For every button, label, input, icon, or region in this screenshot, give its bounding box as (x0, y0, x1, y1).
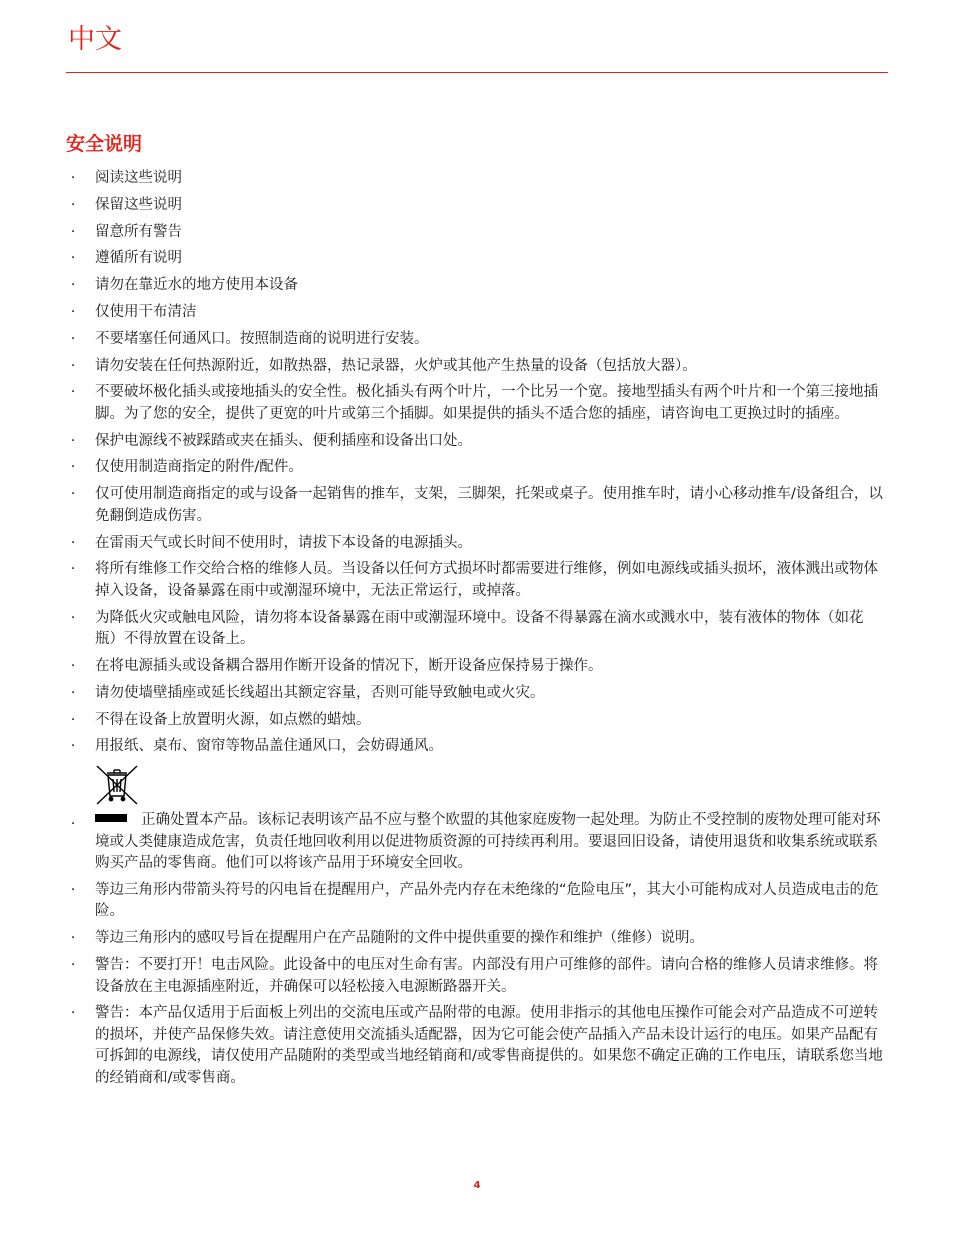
list-item (66, 955, 884, 998)
list-item-text: 仅使用制造商指定的附件/配件。 (95, 459, 303, 476)
bullet-icon: · (70, 330, 76, 347)
list-item (66, 656, 884, 678)
list-item-weee (66, 763, 884, 875)
bullet-icon: · (70, 816, 76, 833)
weee-bar-symbol (95, 814, 127, 822)
bullet-icon: · (70, 534, 76, 551)
list-item (66, 248, 884, 270)
list-item (66, 484, 884, 527)
list-item-text: 不要堵塞任何通风口。按照制造商的说明进行安装。 (95, 330, 429, 347)
header-divider (66, 72, 888, 73)
list-item (66, 302, 884, 324)
bullet-icon: · (70, 432, 76, 449)
list-item (66, 382, 884, 425)
list-item (66, 329, 884, 351)
language-title: 中文 (68, 24, 122, 55)
list-item-text: 在雷雨天气或长时间不使用时，请拔下本设备的电源插头。 (95, 534, 472, 551)
bullet-icon: · (70, 711, 76, 728)
list-item-text: 请勿在靠近水的地方使用本设备 (95, 277, 298, 294)
list-item (66, 356, 884, 378)
list-item (66, 222, 884, 244)
bullet-icon: · (70, 223, 76, 240)
bullet-icon: · (70, 738, 76, 755)
list-item-text: 留意所有警告 (95, 223, 182, 240)
list-item (66, 533, 884, 555)
list-item-text: 保护电源线不被踩踏或夹在插头、便利插座和设备出口处。 (95, 432, 472, 449)
list-item-text: 用报纸、桌布、窗帘等物品盖住通风口，会妨碍通风。 (95, 738, 443, 755)
list-item (66, 736, 884, 758)
list-item-text: 遵循所有说明 (95, 250, 182, 267)
bullet-icon: · (70, 609, 76, 626)
list-item (66, 275, 884, 297)
bullet-icon: · (70, 561, 76, 578)
bullet-icon: · (70, 881, 76, 898)
list-item-text: 在将电源插头或设备耦合器用作断开设备的情况下，断开设备应保持易于操作。 (95, 657, 603, 674)
list-item (66, 683, 884, 705)
list-item (66, 431, 884, 453)
list-item (66, 1003, 884, 1089)
list-item-text: 正确处置本产品。该标记表明该产品不应与整个欧盟的其他家庭废物一起处理。为防止不受控制的废物处理可能对环境或人类健康造成危害，负责任地回收利用以促进物质资源的可持续再利用。要退回旧设备，请使用退货和收集系统或联系购买产品的零售商。他们可以将该产品用于环境安全回收。 (95, 812, 881, 872)
safety-instructions-list (66, 168, 884, 1095)
list-item-text: 将所有维修工作交给合格的维修人员。当设备以任何方式损坏时都需要进行维修，例如电源线或插头损坏，液体溅出或物体掉入设备，设备暴露在雨中或潮湿环境中，无法正常运行，或掉落。 (95, 561, 878, 599)
page-number: 4 (473, 1180, 481, 1191)
section-heading: 安全说明 (66, 133, 143, 155)
list-item-text: 不得在设备上放置明火源，如点燃的蜡烛。 (95, 711, 371, 728)
list-item-text: 请勿使墙壁插座或延长线超出其额定容量，否则可能导致触电或火灾。 (95, 684, 545, 701)
bullet-icon: · (70, 957, 76, 974)
list-item (66, 168, 884, 190)
list-item (66, 710, 884, 732)
list-item (66, 880, 884, 923)
bullet-icon: · (70, 486, 76, 503)
bullet-icon: · (70, 1005, 76, 1022)
list-item (66, 608, 884, 651)
bullet-icon: · (70, 684, 76, 701)
bullet-icon: · (70, 657, 76, 674)
list-item (66, 559, 884, 602)
list-item-text: 为降低火灾或触电风险，请勿将本设备暴露在雨中或潮湿环境中。设备不得暴露在滴水或溅水中，装有液体的物体（如花瓶）不得放置在设备上。 (95, 609, 864, 648)
list-item-text: 仅使用干布清洁 (95, 303, 197, 320)
bullet-icon: · (70, 196, 76, 213)
bullet-icon: · (70, 384, 76, 401)
list-item-text: 警告：本产品仅适用于后面板上列出的交流电压或产品附带的电源。使用非指示的其他电压操作可能会对产品造成不可逆转的损坏，并使产品保修失效。请注意使用交流插头适配器，因为它可能会使产品插入产品未设计运行的电压。如果产品配有可拆卸的电源线，请仅使用产品随附的类型或当地经销商和/或零售商提供的。如果您不确定正确的工作电压，请联系您当地的经销商和/或零售商。 (95, 1005, 883, 1086)
list-item (66, 928, 884, 950)
bullet-icon: · (70, 250, 76, 267)
list-item-text: 等边三角形内的感叹号旨在提醒用户在产品随附的文件中提供重要的操作和维护（维修）说明。 (95, 930, 704, 947)
bullet-icon: · (70, 170, 76, 186)
list-item-text: 警告：不要打开！电击风险。此设备中的电压对生命有害。内部没有用户可维修的部件。请向合格的维修人员请求维修。将设备放在主电源插座附近，并确保可以轻松接入电源断路器开关。 (95, 957, 878, 995)
bullet-icon: · (70, 930, 76, 947)
list-item-text: 等边三角形内带箭头符号的闪电旨在提醒用户，产品外壳内存在未绝缘的“危险电压”，其大小可能构成对人员造成电击的危险。 (95, 881, 879, 920)
list-item-text: 阅读这些说明 (95, 170, 182, 186)
bullet-icon: · (70, 277, 76, 294)
list-item-text: 保留这些说明 (95, 196, 182, 213)
list-item-text: 请勿安装在任何热源附近，如散热器，热记录器，火炉或其他产生热量的设备（包括放大器）。 (95, 357, 697, 374)
weee-symbol (95, 763, 884, 807)
list-item (66, 195, 884, 217)
list-item-text: 仅可使用制造商指定的或与设备一起销售的推车，支架，三脚架，托架或桌子。使用推车时，请小心移动推车/设备组合，以免翻倒造成伤害。 (95, 486, 883, 524)
bullet-icon: · (70, 303, 76, 320)
bullet-icon: · (70, 357, 76, 374)
bullet-icon: · (70, 459, 76, 476)
crossed-out-wheelie-bin-icon (95, 763, 139, 807)
list-item-text: 不要破坏极化插头或接地插头的安全性。极化插头有两个叶片，一个比另一个宽。接地型插头有两个叶片和一个第三接地插脚。为了您的安全，提供了更宽的叶片或第三个插脚。如果提供的插头不适合您的插座，请咨询电工更换过时的插座。 (95, 384, 878, 422)
list-item (66, 457, 884, 479)
